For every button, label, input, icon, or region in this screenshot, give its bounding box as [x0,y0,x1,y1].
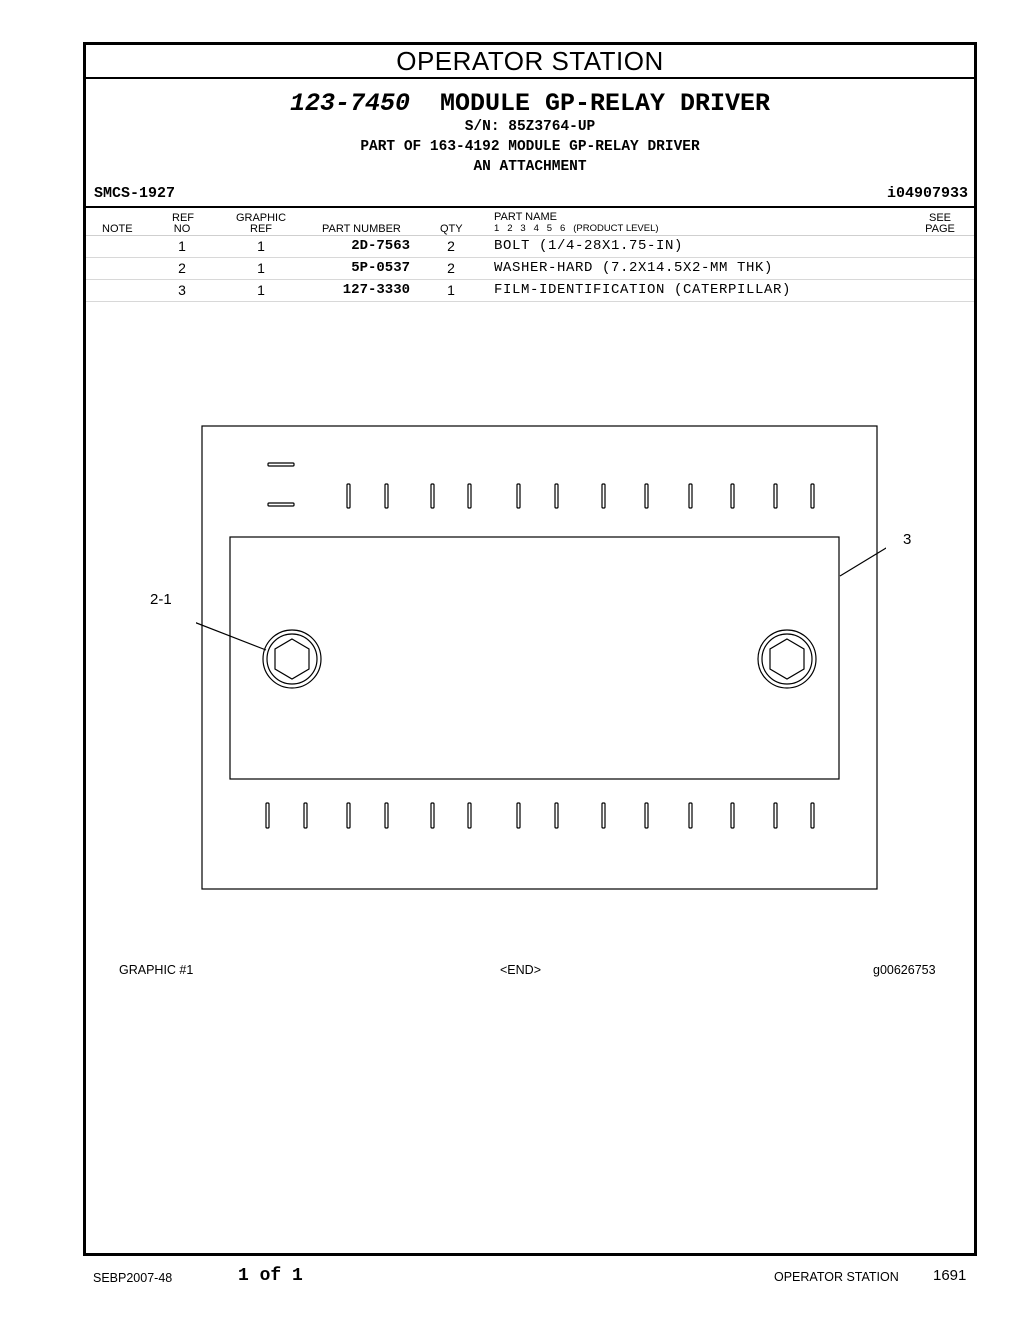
doc-number: SEBP2007-48 [93,1271,173,1285]
serial-number: S/N: 85Z3764-UP [464,119,596,135]
table-row [86,236,974,258]
quantity: 2 [447,238,455,254]
col-part-number: PART NUMBER [322,223,401,235]
slot [468,484,471,508]
ref-no: 1 [178,238,186,254]
part-name: BOLT (1/4-28X1.75-IN) [494,238,684,254]
slot [645,484,648,508]
slot [431,484,434,508]
slot [811,484,814,508]
relay-module-outline [202,426,877,889]
part-name: FILM-IDENTIFICATION (CATERPILLAR) [494,282,792,298]
col-see-page [920,213,960,235]
page-frame [83,42,977,1256]
col-graphic-ref-line2: REF [250,223,272,235]
slot [602,484,605,508]
col-note: NOTE [102,223,133,235]
header-divider [86,206,974,208]
callout-2-1: 2-1 [150,591,172,608]
slot [385,803,388,828]
slot [468,803,471,828]
callout-3: 3 [903,531,912,548]
parts-graphic [196,420,886,900]
slot [347,803,350,828]
col-ref-no-line2: NO [173,223,191,235]
bolt-washer-right [758,630,816,688]
graphic-caption: GRAPHIC #1 [119,963,194,977]
slot [811,803,814,828]
module-description: MODULE GP-RELAY DRIVER [439,89,771,118]
quantity: 1 [447,282,455,298]
part-number: 2D-7563 [351,238,410,254]
illustration-id: i04907933 [886,185,968,202]
slot [774,484,777,508]
callout-leader-2-1 [196,610,266,650]
slot [731,803,734,828]
slot [555,484,558,508]
bolt-washer-left [263,630,321,688]
graphic-ref: 1 [257,282,265,298]
slot [774,803,777,828]
slot [689,484,692,508]
slot [517,484,520,508]
page-number: 1691 [933,1267,967,1284]
col-ref-no-line1: REF [172,212,194,224]
attachment-line: AN ATTACHMENT [473,159,587,175]
graphic-ref: 1 [257,260,265,276]
ref-no: 2 [178,260,186,276]
col-see-page-line2: PAGE [925,223,955,235]
slot [268,503,294,506]
slot [517,803,520,828]
slot [689,803,692,828]
module-title [86,89,974,118]
slot [347,484,350,508]
slot [555,803,558,828]
slot [731,484,734,508]
graphic-ref: 1 [257,238,265,254]
col-qty: QTY [440,223,463,235]
col-ref-no [172,213,192,235]
callout-leader-3 [840,542,886,576]
section-title: OPERATOR STATION [86,45,974,79]
col-product-level: 1 2 3 4 5 6 (PRODUCT LEVEL) [494,223,659,234]
end-marker: <END> [500,963,541,977]
part-number: 127-3330 [342,282,410,298]
slot [602,803,605,828]
ref-no: 3 [178,282,186,298]
col-see-page-line1: SEE [928,212,951,224]
slot [385,484,388,508]
part-of-line: PART OF 163-4192 MODULE GP-RELAY DRIVER [360,139,700,155]
graphic-id: g00626753 [873,963,936,977]
col-part-name: PART NAME [494,211,557,223]
page-of: 1 of 1 [238,1266,303,1286]
module-part-number: 123-7450 [289,89,410,118]
part-number: 5P-0537 [351,260,410,276]
slot [645,803,648,828]
col-graphic-ref [231,213,291,235]
col-graphic-ref-line1: GRAPHIC [235,212,287,224]
slot [304,803,307,828]
part-name: WASHER-HARD (7.2X14.5X2-MM THK) [494,260,774,276]
table-row [86,280,974,302]
quantity: 2 [447,260,455,276]
table-row [86,258,974,280]
slot [431,803,434,828]
footer-section: OPERATOR STATION [774,1270,899,1284]
smcs-code: SMCS-1927 [94,185,176,202]
slot [266,803,269,828]
slot [268,463,294,466]
